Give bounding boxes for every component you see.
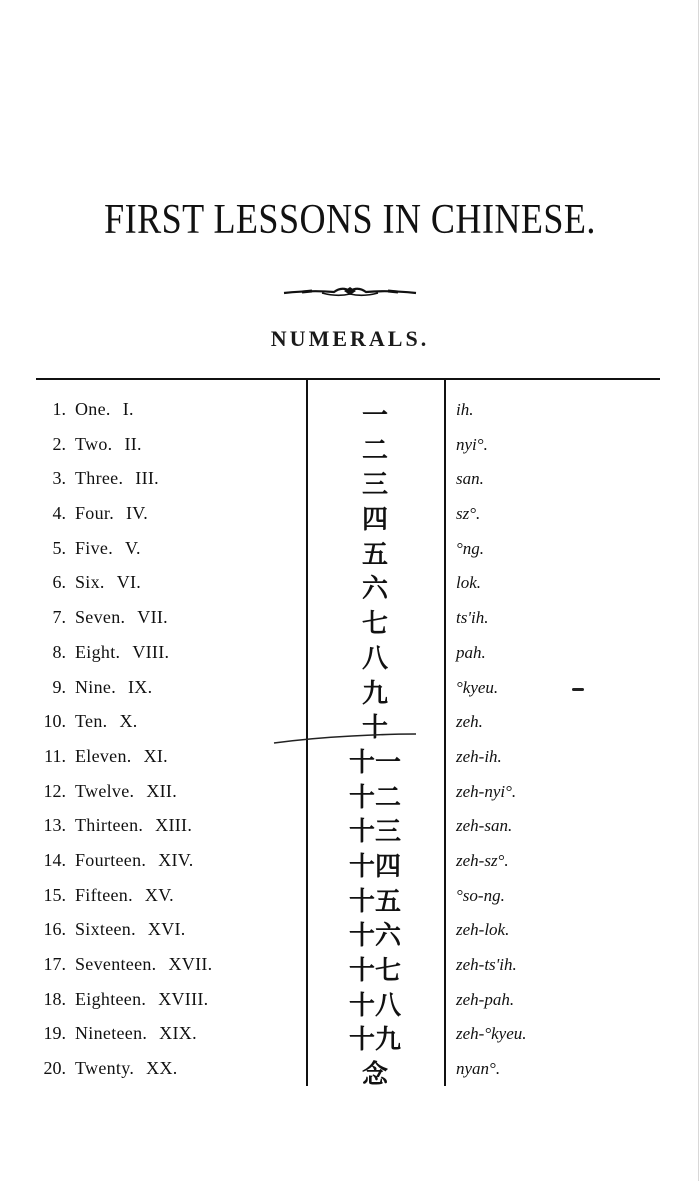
- row-number: 5.: [52, 537, 66, 558]
- roman-numeral: XIX.: [159, 1023, 197, 1044]
- chinese-character: 二: [361, 435, 388, 466]
- pronunciation: zeh-pah.: [456, 989, 515, 1009]
- roman-numeral: XI.: [143, 745, 168, 766]
- table-row: [0, 638, 700, 673]
- roman-numeral: XVI.: [147, 919, 186, 940]
- pronunciation: °so-ng.: [456, 885, 505, 905]
- roman-numeral: XIV.: [158, 849, 194, 870]
- roman-numeral: XVII.: [168, 954, 213, 974]
- pronunciation: ts'ih.: [456, 608, 489, 628]
- table-row: [0, 742, 700, 777]
- roman-numeral: XII.: [146, 780, 178, 801]
- roman-numeral: IV.: [126, 503, 149, 524]
- chinese-character: 一: [361, 401, 388, 431]
- english-word: Seventeen.: [75, 954, 157, 974]
- chinese-character: 五: [361, 539, 388, 570]
- chinese-character: 十一: [348, 747, 401, 778]
- row-english: [75, 850, 194, 871]
- table-row: [0, 534, 700, 569]
- pronunciation: zeh-lok.: [456, 920, 510, 940]
- table-row: [0, 603, 700, 638]
- table-row: [0, 950, 700, 985]
- english-word: Eight.: [75, 641, 121, 662]
- pronunciation: zeh-ih.: [456, 746, 502, 766]
- pronunciation: san.: [456, 469, 484, 489]
- english-word: Thirteen.: [75, 815, 144, 836]
- pronunciation: pah.: [456, 642, 486, 662]
- roman-numeral: I.: [122, 399, 134, 419]
- row-number: 3.: [52, 468, 66, 489]
- row-number: 6.: [52, 572, 66, 593]
- english-word: Nineteen.: [75, 1023, 148, 1044]
- english-word: Eighteen.: [75, 988, 147, 1009]
- row-english: [75, 781, 177, 802]
- row-english: [75, 434, 142, 455]
- english-word: Ten.: [75, 711, 108, 732]
- row-number: 8.: [52, 641, 66, 662]
- table-row: [0, 811, 700, 846]
- roman-numeral: XV.: [144, 884, 174, 905]
- chinese-character: 六: [361, 574, 388, 605]
- chinese-character: 七: [361, 609, 388, 640]
- english-word: Three.: [75, 468, 124, 489]
- chinese-character: 四: [361, 505, 388, 536]
- table-row: [0, 1054, 700, 1089]
- table-top-rule: [36, 378, 660, 380]
- row-number: 15.: [43, 884, 66, 905]
- roman-numeral: V.: [125, 537, 141, 558]
- row-english: [75, 503, 148, 524]
- row-number: 2.: [52, 433, 66, 454]
- table-row: [0, 915, 700, 950]
- table-row: [0, 430, 700, 465]
- row-number: 7.: [52, 607, 66, 628]
- chinese-character: 十四: [348, 851, 401, 882]
- row-english: [75, 399, 134, 420]
- row-number: 12.: [43, 780, 66, 801]
- row-number: 11.: [44, 745, 66, 766]
- roman-numeral: XX.: [146, 1058, 178, 1079]
- pronunciation: zeh.: [456, 712, 483, 732]
- chinese-character: 十七: [348, 956, 401, 986]
- pronunciation: ih.: [456, 400, 474, 419]
- english-word: Six.: [75, 572, 105, 593]
- row-english: [75, 538, 141, 559]
- roman-numeral: XIII.: [155, 815, 193, 836]
- english-word: Sixteen.: [75, 919, 136, 940]
- english-word: Twelve.: [75, 780, 135, 801]
- roman-numeral: VI.: [116, 572, 142, 593]
- row-english: [75, 468, 159, 489]
- table-row: [0, 985, 700, 1020]
- pronunciation: zeh-san.: [456, 816, 513, 836]
- table-row: [0, 568, 700, 603]
- row-english: [75, 954, 212, 975]
- row-english: [75, 642, 169, 663]
- row-number: 1.: [52, 399, 66, 419]
- pronunciation: °ng.: [456, 538, 485, 558]
- roman-numeral: VIII.: [132, 641, 170, 662]
- chinese-character: 九: [361, 678, 388, 709]
- pronunciation: lok.: [456, 573, 482, 593]
- row-english: [75, 746, 168, 767]
- english-word: Twenty.: [75, 1058, 135, 1079]
- row-number: 9.: [52, 676, 66, 697]
- pencil-underline-mark: [272, 730, 418, 746]
- pronunciation: zeh-nyi°.: [456, 781, 517, 801]
- table-row: [0, 777, 700, 812]
- row-english: [75, 1058, 178, 1079]
- page-title: FIRST LESSONS IN CHINESE.: [104, 197, 596, 243]
- chinese-character: 念: [361, 1060, 388, 1091]
- row-english: [75, 711, 138, 732]
- chinese-character: 十九: [348, 1025, 401, 1056]
- table-row: [0, 395, 700, 430]
- roman-numeral: X.: [119, 711, 138, 732]
- english-word: Two.: [75, 433, 113, 454]
- chinese-character: 八: [361, 643, 388, 674]
- row-english: [75, 607, 168, 628]
- roman-numeral: III.: [135, 468, 159, 489]
- pronunciation: zeh-°kyeu.: [456, 1024, 527, 1044]
- row-english: [75, 885, 174, 906]
- english-word: Fourteen.: [75, 849, 147, 870]
- row-english: [75, 919, 186, 940]
- roman-numeral: XVIII.: [158, 988, 209, 1009]
- english-word: Seven.: [75, 607, 126, 628]
- table-row: [0, 881, 700, 916]
- chinese-character: 十六: [348, 921, 401, 952]
- table-row: [0, 673, 700, 708]
- pronunciation: sz°.: [456, 504, 481, 524]
- table-row: [0, 499, 700, 534]
- section-subtitle: NUMERALS.: [270, 326, 430, 351]
- pronunciation: zeh-sz°.: [456, 850, 509, 870]
- roman-numeral: IX.: [128, 676, 153, 697]
- row-english: [75, 572, 141, 593]
- chinese-character: 三: [361, 470, 388, 501]
- pronunciation: °kyeu.: [456, 677, 499, 697]
- table-row: [0, 846, 700, 881]
- row-number: 13.: [43, 815, 66, 836]
- pronunciation: nyi°.: [456, 434, 488, 454]
- chinese-character: 十: [361, 713, 388, 744]
- english-word: Eleven.: [75, 745, 132, 766]
- chinese-character: 十八: [348, 990, 401, 1021]
- table-row: [0, 1019, 700, 1054]
- row-number: 20.: [43, 1058, 66, 1079]
- row-number: 18.: [43, 988, 66, 1009]
- pronunciation: zeh-ts'ih.: [456, 955, 517, 974]
- english-word: Nine.: [75, 676, 116, 697]
- english-word: Fifteen.: [75, 884, 133, 905]
- ornament-divider: [282, 282, 418, 302]
- chinese-character: 十二: [348, 782, 401, 813]
- row-number: 4.: [52, 503, 66, 524]
- row-number: 16.: [43, 919, 66, 940]
- english-word: Four.: [75, 503, 115, 524]
- english-word: One.: [75, 399, 111, 419]
- chinese-character: 十三: [348, 817, 401, 848]
- roman-numeral: II.: [124, 433, 142, 454]
- row-english: [75, 989, 208, 1010]
- row-english: [75, 815, 192, 836]
- english-word: Five.: [75, 537, 114, 558]
- roman-numeral: VII.: [137, 607, 168, 628]
- table-row: [0, 464, 700, 499]
- row-number: 19.: [43, 1023, 66, 1044]
- row-number: 10.: [43, 711, 66, 732]
- chinese-character: 十五: [348, 886, 401, 917]
- pronunciation: nyan°.: [456, 1059, 501, 1079]
- row-number: 14.: [43, 849, 66, 870]
- stray-ink-mark: [572, 688, 584, 691]
- row-number: 17.: [43, 954, 66, 974]
- row-english: [75, 1023, 197, 1044]
- row-english: [75, 677, 152, 698]
